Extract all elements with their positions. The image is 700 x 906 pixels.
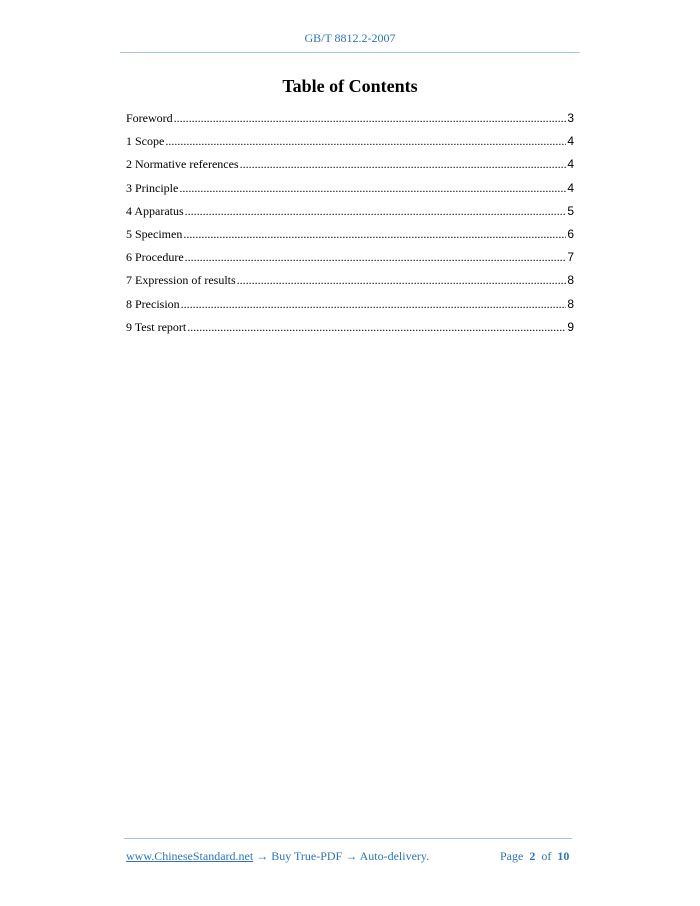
toc-entry-page: 3 [567, 111, 574, 125]
toc-entry-label: 2 Normative references [126, 157, 239, 172]
toc-dot-leader [183, 227, 566, 242]
toc-dot-leader [165, 134, 566, 149]
toc-dot-leader [174, 111, 567, 126]
toc-entry-procedure[interactable] [126, 250, 574, 273]
toc-entry-page: 7 [567, 250, 574, 265]
toc-list [126, 111, 574, 343]
buy-true-pdf-text: Buy True-PDF [271, 849, 343, 863]
toc-entry-label: 5 Specimen [126, 226, 183, 241]
toc-entry-label: 8 Precision [126, 296, 180, 311]
toc-entry-page: 4 [567, 157, 574, 172]
toc-entry-foreword[interactable] [126, 111, 574, 134]
toc-entry-principle[interactable] [126, 181, 574, 204]
toc-entry-scope[interactable] [126, 134, 574, 157]
total-pages-number: 10 [557, 849, 570, 863]
toc-entry-precision[interactable] [126, 297, 574, 320]
toc-entry-test-report[interactable] [126, 320, 574, 343]
right-arrow-icon: → [256, 849, 269, 863]
footer-promo [126, 849, 429, 864]
toc-entry-page: 4 [567, 180, 574, 195]
auto-delivery-text: Auto-delivery. [359, 849, 430, 863]
toc-entry-label: 1 Scope [126, 134, 165, 149]
page-word: Page [500, 849, 524, 863]
toc-entry-apparatus[interactable] [126, 204, 574, 227]
toc-entry-page: 8 [567, 296, 574, 311]
right-arrow-icon: → [345, 849, 358, 863]
toc-entry-label: 4 Apparatus [126, 203, 184, 218]
toc-entry-expression-of-results[interactable] [126, 273, 574, 296]
toc-entry-label: 7 Expression of results [126, 273, 236, 288]
toc-dot-leader [240, 157, 567, 172]
toc-entry-page: 8 [567, 273, 574, 288]
page-indicator [500, 849, 569, 864]
toc-entry-page: 4 [567, 134, 574, 149]
toc-dot-leader [179, 181, 566, 196]
toc-entry-normative-references[interactable] [126, 157, 574, 180]
of-word: of [541, 849, 552, 863]
toc-dot-leader [185, 204, 567, 219]
site-link[interactable]: www.ChineseStandard.net [126, 849, 254, 863]
current-page-number: 2 [529, 849, 536, 863]
toc-dot-leader [237, 273, 567, 288]
toc-entry-page: 5 [567, 203, 574, 218]
toc-entry-page: 6 [567, 226, 574, 241]
toc-entry-label: 9 Test report [126, 319, 187, 334]
document-code-header: GB/T 8812.2-2007 [304, 31, 396, 45]
header-divider [120, 52, 580, 53]
toc-title: Table of Contents [282, 76, 418, 96]
footer-divider [124, 838, 572, 839]
toc-entry-specimen[interactable] [126, 227, 574, 250]
toc-dot-leader [185, 250, 567, 265]
toc-dot-leader [181, 297, 567, 312]
toc-entry-label: 6 Procedure [126, 250, 184, 265]
toc-entry-page: 9 [567, 319, 574, 334]
toc-dot-leader [187, 320, 566, 335]
toc-entry-label: Foreword [126, 111, 173, 125]
toc-entry-label: 3 Principle [126, 180, 179, 195]
